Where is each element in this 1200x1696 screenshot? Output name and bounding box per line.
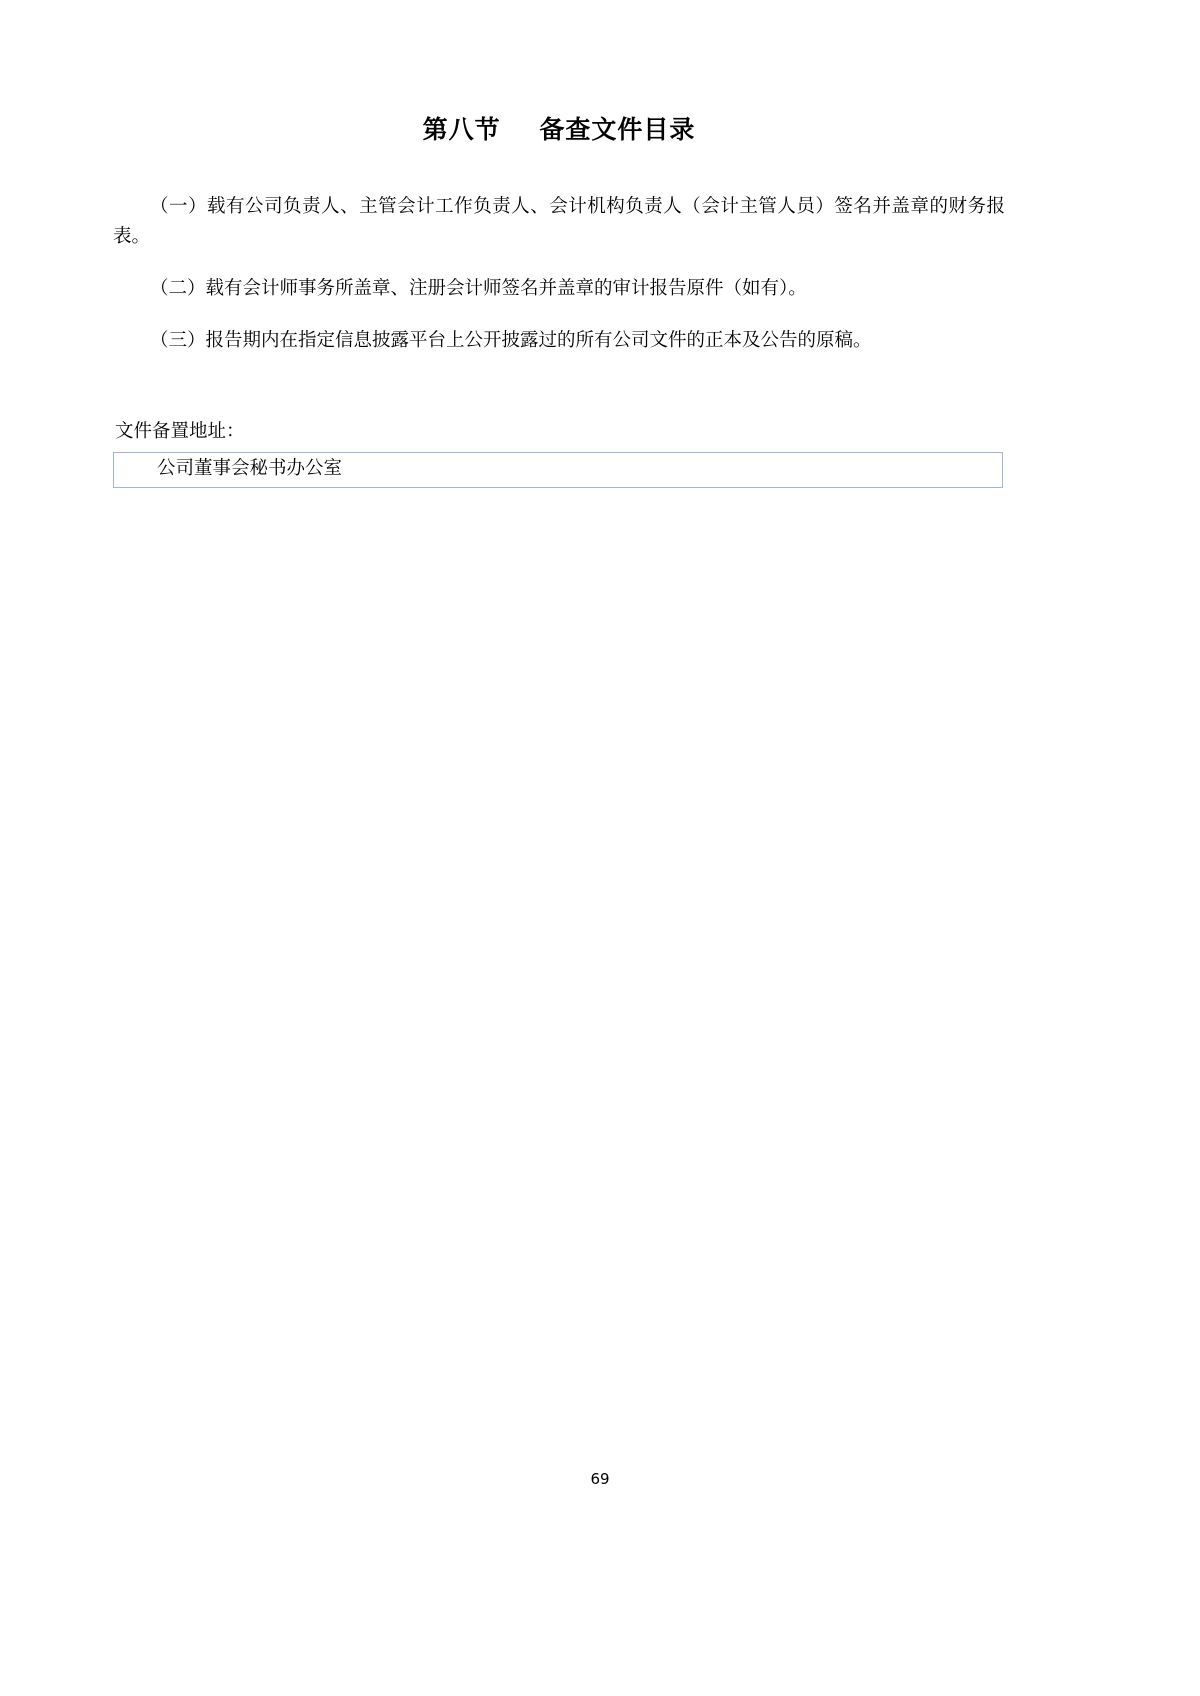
address-label: 文件备置地址： (115, 420, 245, 442)
address-value: 公司董事会秘书办公室 (157, 457, 343, 479)
paragraph-item-2: （二）载有会计师事务所盖章、注册会计师签名并盖章的审计报告原件（如有）。 (150, 277, 807, 299)
address-field-box[interactable] (113, 452, 1003, 488)
page-number: 69 (590, 1470, 610, 1488)
page-title: 第八节 备查文件目录 (422, 115, 696, 144)
paragraph-item-3: （三）报告期内在指定信息披露平台上公开披露过的所有公司文件的正本及公告的原稿。 (150, 329, 872, 351)
vertical-spacer (113, 356, 1005, 418)
document-body (113, 110, 1005, 488)
paragraph-item-1: （一）载有公司负责人、主管会计工作负责人、会计机构负责人（会计主管人员）签名并盖章的财务报表。 (113, 196, 1005, 247)
